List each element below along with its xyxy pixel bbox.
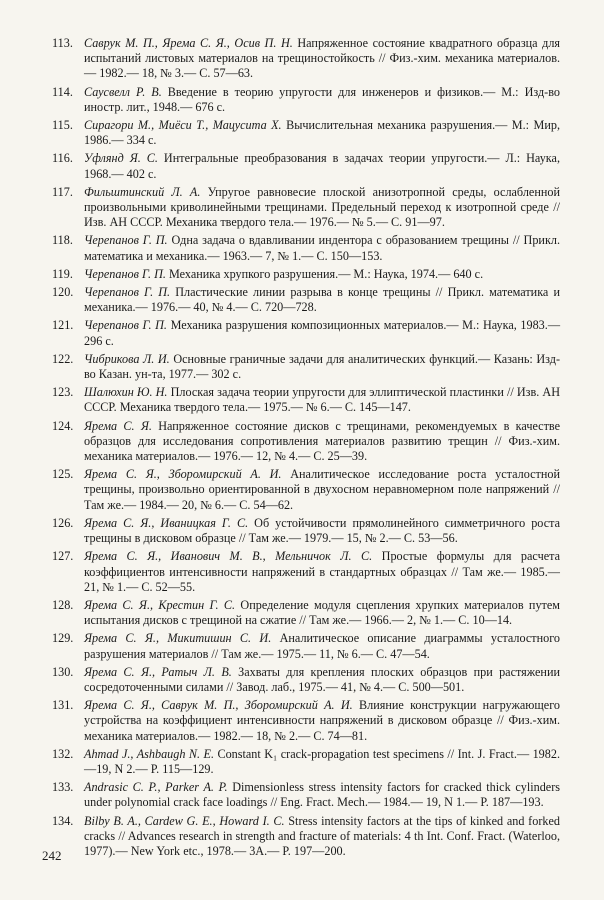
reference-text: Определение модуля сцепления хрупких материалов путем испытания дисков с трещиной на сжатие // Там же.— 1966.— 2, № 1.— С. 10—14. [84, 597, 560, 628]
reference-item [52, 285, 560, 315]
reference-authors: Шалюхин Ю. Н. [84, 385, 168, 400]
reference-number: 116. [52, 151, 73, 166]
reference-text: Механика разрушения композиционных материалов.— М.: Наука, 1983.— 296 с. [84, 318, 561, 348]
reference-text: Аналитическое описание диаграммы усталостного разрушения материалов // Там же.— 1975.— 11, № 6.— С. 47—54. [84, 631, 560, 661]
reference-item [52, 814, 560, 860]
reference-text: Dimensionless stress intensity factors for cracked thick cylinders under polynomial crack face loadings // Eng. Fract. Mech.— 1984.— 19, N 1.— P. 187—193. [84, 780, 561, 810]
reference-authors: Andrasic C. P., Parker A. P. [84, 780, 228, 795]
reference-number: 114. [52, 84, 73, 99]
reference-authors: Сирагори М., Миёси Т., Мацусита Х. [84, 118, 282, 133]
reference-item [52, 549, 560, 595]
reference-number: 119. [52, 266, 73, 281]
reference-text: Механика хрупкого разрушения.— М.: Наука, 1974.— 640 с. [168, 266, 484, 281]
reference-text: Пластические линии разрыва в конце трещины // Прикл. математика и механика.— 1976.— 40, № 4.— С. 720—728. [84, 285, 560, 315]
reference-number: 118. [52, 233, 73, 248]
reference-authors: Ярема С. Я., Иванович М. В., Мельничок Л. С. [84, 549, 373, 564]
reference-number: 123. [52, 385, 74, 400]
reference-number: 128. [52, 597, 74, 612]
reference-number: 121. [52, 318, 74, 333]
reference-authors: Ярема С. Я., Зборомирский А. И. [84, 467, 282, 482]
reference-number: 125. [52, 467, 74, 482]
reference-text: Об устойчивости прямолинейного симметричного роста трещины в дисковом образце // Там же.— 1979.— 15, № 2.— С. 53—56. [84, 515, 560, 546]
reference-number: 134. [52, 813, 74, 828]
reference-text: Простые формулы для расчета коэффициентов интенсивности напряжений в стандартных образцах // Там же.— 1985.— 21, № 1.— С. 52—55. [84, 549, 560, 594]
reference-authors: Черепанов Г. П. [84, 285, 171, 300]
reference-authors: Саусвелл Р. В. [84, 84, 162, 99]
reference-text: Введение в теорию упругости для инженеров и физиков.— М.: Изд-во иностр. лит., 1948.— 676 с. [84, 84, 560, 114]
reference-item [52, 318, 560, 348]
reference-text: Одна задача о вдавливании индентора с образованием трещины // Прикл. математика и механика.— 1963.— 7, № 1.— С. 150—153. [84, 233, 561, 263]
reference-authors: Саврук М. П., Ярема С. Я., Осив П. Н. [84, 36, 293, 50]
reference-text: Вычислительная механика разрушения.— М.: Мир, 1986.— 334 с. [84, 118, 560, 148]
reference-number: 120. [52, 285, 74, 300]
reference-authors: Ярема С. Я., Иваницкая Г. С. [84, 515, 249, 530]
reference-item [52, 118, 560, 148]
reference-authors: Черепанов Г. П. [84, 233, 168, 248]
reference-authors: Фильштинский Л. А. [84, 184, 201, 199]
reference-text: Аналитическое исследование роста усталостной трещины, произвольно ориентированной в двухосном неравномерном поле напряжений // Там же.— 1984.— 20, № 6.— С. 54—62. [84, 467, 561, 512]
reference-authors: Чибрикова Л. И. [84, 351, 170, 366]
reference-item [52, 516, 560, 546]
reference-number: 129. [52, 631, 74, 646]
reference-authors: Черепанов Г. П. [84, 318, 167, 333]
reference-number: 122. [52, 351, 74, 366]
reference-number: 126. [52, 515, 74, 530]
reference-item [52, 185, 560, 231]
reference-number: 130. [52, 664, 74, 679]
reference-authors: Уфлянд Я. С. [84, 151, 158, 166]
reference-number: 133. [52, 780, 74, 795]
reference-authors: Черепанов Г. П. [84, 266, 166, 281]
reference-item [52, 747, 560, 777]
reference-text: Напряженное состояние квадратного образца для испытаний листовых материалов на трещиностойкость // Физ.-хим. механика материалов.— 1982.— 18, № 3.— С. 57—63. [84, 36, 561, 81]
reference-authors: Bilby B. A., Cardew G. E., Howard I. C. [84, 813, 285, 828]
reference-list [52, 36, 560, 862]
reference-item [52, 352, 560, 382]
reference-number: 127. [52, 549, 74, 564]
reference-item [52, 698, 560, 744]
reference-item [52, 233, 560, 263]
reference-number: 132. [52, 746, 74, 761]
reference-text: Constant K₁ crack-propagation test specimens // Int. J. Fract.— 1982.—19, N 2.— P. 115—129. [84, 746, 561, 776]
reference-authors: Ярема С. Я. [84, 418, 152, 433]
reference-item [52, 36, 560, 82]
reference-item [52, 267, 560, 282]
reference-text: Основные граничные задачи для аналитических функций.— Казань: Изд-во Казан. ун-та, 1977.— 302 с. [84, 351, 561, 382]
reference-text: Напряженное состояние дисков с трещинами, рекомендуемых в качестве образцов для исследования сопротивления материалов развитию трещин // Физ.-хим. механика материалов.— 1976.— 12, № 4.— С. 25—39. [84, 418, 560, 464]
reference-number: 131. [52, 698, 74, 713]
reference-item [52, 419, 560, 465]
reference-item [52, 151, 560, 181]
reference-number: 115. [52, 118, 73, 133]
reference-authors: Ярема С. Я., Микитишин С. И. [84, 631, 272, 646]
reference-number: 113. [52, 36, 73, 50]
reference-text: Влияние конструкции нагружающего устройства на коэффициент интенсивности напряжений в дисковом образце // Физ.-хим. механика материалов.— 1982.— 18, № 2.— С. 74—81. [84, 698, 560, 743]
reference-text: Stress intensity factors at the tips of kinked and forked cracks // Advances research in strength and fracture of materials: 4 th Int. Conf. Fract. (Waterloo, 1977).— New York etc., 1978.— 3A.— P. 197—200. [84, 813, 560, 858]
reference-number: 124. [52, 418, 74, 433]
reference-text: Захваты для крепления плоских образцов при растяжении сосредоточенными силами // Завод. лаб., 1975.— 41, № 4.— С. 500—501. [84, 664, 560, 694]
reference-text: Плоская задача теории упругости для эллиптической пластинки // Изв. АН СССР. Механика твердого тела.— 1975.— № 6.— С. 145—147. [84, 385, 560, 415]
reference-item [52, 598, 560, 628]
reference-item [52, 780, 560, 810]
reference-item [52, 631, 560, 661]
reference-authors: Ярема С. Я., Саврук М. П., Зборомирский А. И. [84, 698, 353, 713]
page-number: 242 [42, 848, 62, 863]
reference-number: 117. [52, 184, 73, 199]
reference-authors: Ahmad J., Ashbaugh N. E. [84, 746, 214, 761]
reference-item [52, 665, 560, 695]
reference-text: Упругое равновесие плоской анизотропной среды, ослабленной произвольными криволинейными трещинами. Предельный переход к изотропной среде // Изв. АН СССР. Механика твердого тела.— 1976.— № 5.— С. 91—97. [84, 184, 560, 230]
reference-item [52, 467, 560, 513]
reference-item [52, 85, 560, 115]
reference-item [52, 385, 560, 415]
reference-authors: Ярема С. Я., Ратыч Л. В. [84, 664, 232, 679]
reference-text: Интегральные преобразования в задачах теории упругости.— Л.: Наука, 1968.— 402 с. [84, 151, 561, 181]
reference-authors: Ярема С. Я., Крестин Г. С. [84, 597, 236, 612]
